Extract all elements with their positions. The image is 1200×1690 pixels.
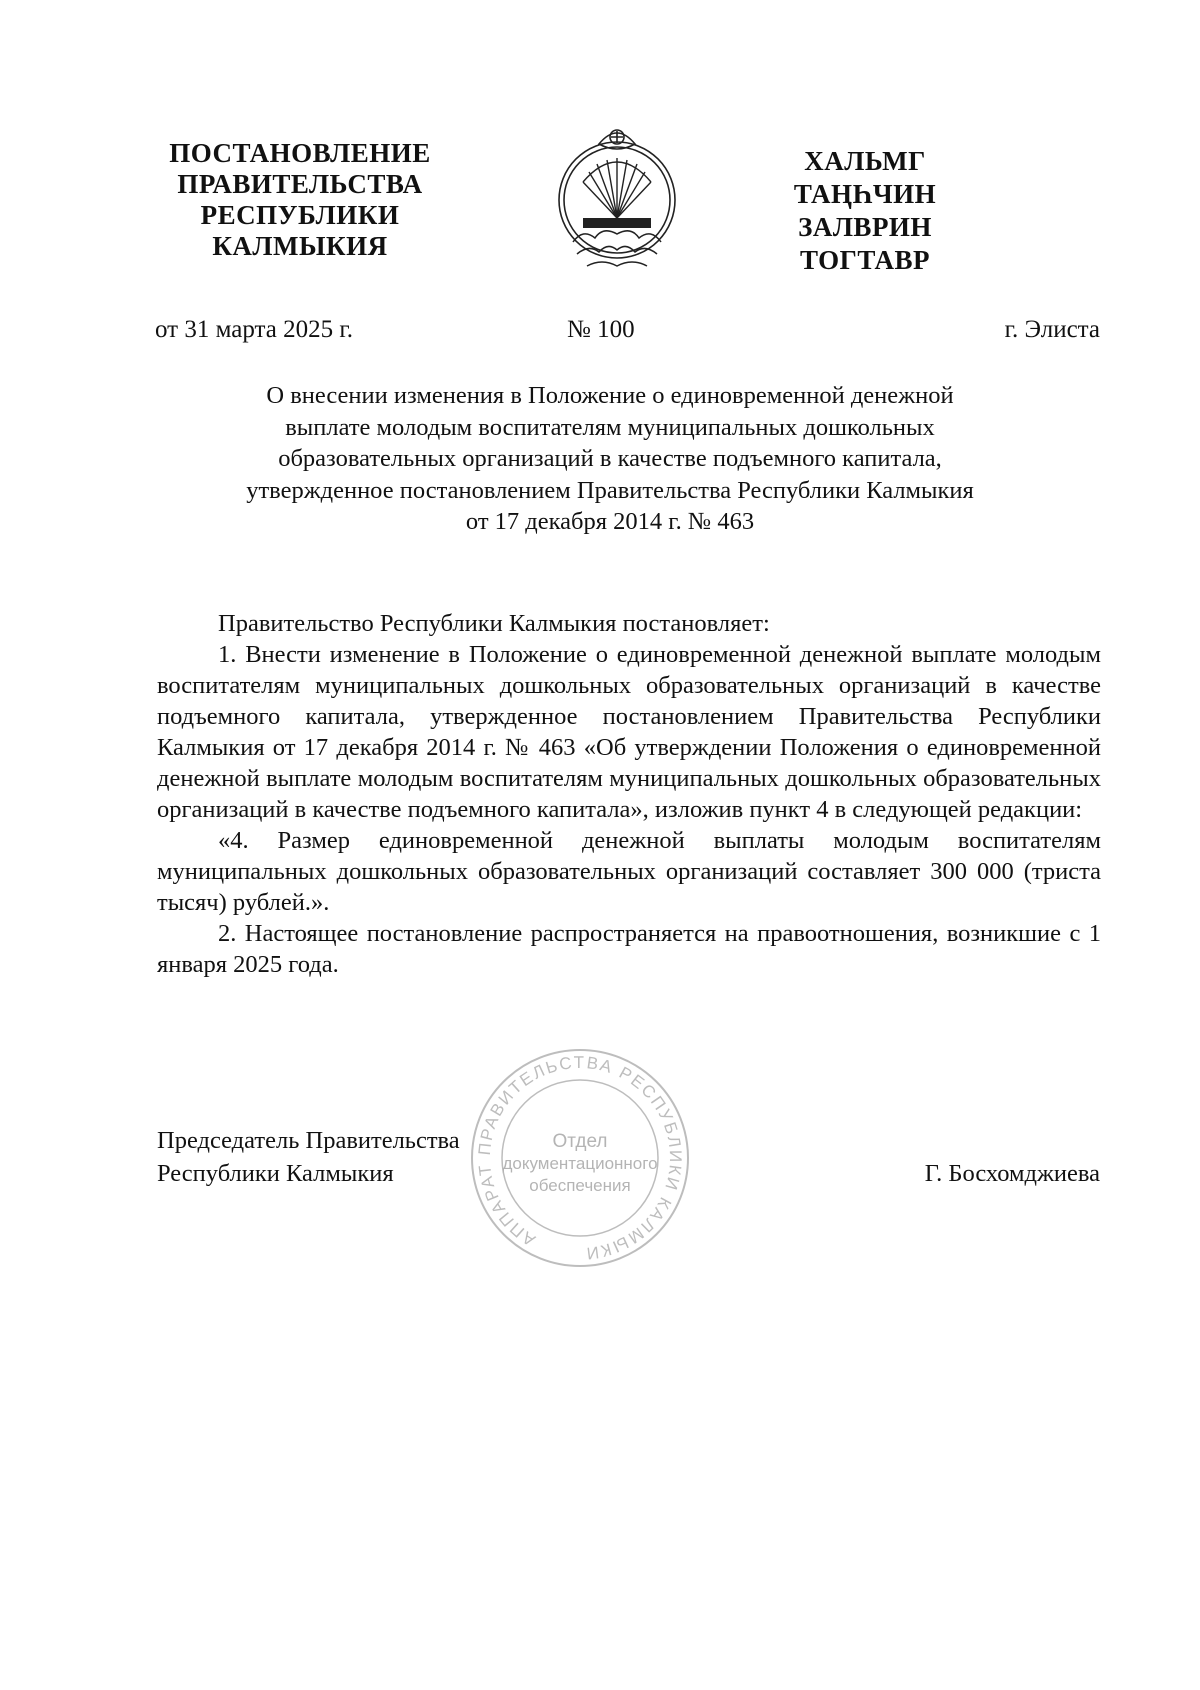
header-left-line: КАЛМЫКИЯ xyxy=(212,231,388,261)
header-right-line: ЗАЛВРИН xyxy=(798,212,932,242)
coat-of-arms-emblem xyxy=(553,122,681,274)
header-title-kalmyk xyxy=(770,145,960,277)
header-left-line: ПРАВИТЕЛЬСТВА xyxy=(177,169,423,199)
document-body xyxy=(157,608,1101,980)
official-stamp xyxy=(455,1048,705,1278)
signatory-name: Г. Босхомджиева xyxy=(924,1160,1100,1187)
header-title-russian xyxy=(150,138,450,262)
preamble: Правительство Республики Калмыкия постановляет: xyxy=(218,610,770,637)
header-right-line: ХАЛЬМГ xyxy=(804,146,926,176)
signatory-title xyxy=(157,1124,460,1190)
title-line: выплате молодым воспитателям муниципальных дошкольных xyxy=(285,413,935,441)
document-title xyxy=(180,380,1040,538)
document-city: г. Элиста xyxy=(1004,316,1100,343)
stamp-center-line: обеспечения xyxy=(529,1176,631,1195)
paragraph-quote: «4. Размер единовременной денежной выплаты молодым воспитателям муниципальных дошкольных образовательных организаций составляет 300 000 (триста тысяч) рублей.». xyxy=(157,827,1101,916)
document-date: от 31 марта 2025 г. xyxy=(155,316,354,343)
stamp-center-line: Отдел xyxy=(552,1131,608,1152)
document-number: № 100 xyxy=(567,316,635,343)
paragraph-1: 1. Внести изменение в Положение о единовременной денежной выплате молодым воспитателям муниципальных дошкольных образовательных организаций в качестве подъемного капитала, утвержденное постановлением Правительства Республики Калмыкия от 17 декабря 2014 г. № 463 «Об утверждении Положения о единовременной денежной выплате молодым воспитателям муниципальных дошкольных образовательных организаций в качестве подъемного капитала», изложив пункт 4 в следующей редакции: xyxy=(157,641,1101,823)
signatory-title-line: Председатель Правительства xyxy=(157,1127,460,1154)
title-line: от 17 декабря 2014 г. № 463 xyxy=(465,508,755,535)
paragraph-2: 2. Настоящее постановление распространяется на правоотношения, возникшие с 1 января 2025 года. xyxy=(157,920,1101,978)
stamp-ring-text: АППАРАТ ПРАВИТЕЛЬСТВА РЕСПУБЛИКИ КАЛМЫКИ xyxy=(474,1052,686,1264)
header-right-line: ТОГТАВР xyxy=(800,245,930,275)
title-line: образовательных организаций в качестве подъемного капитала, xyxy=(278,445,942,472)
header-left-line: ПОСТАНОВЛЕНИЕ xyxy=(169,138,431,168)
title-line: утвержденное постановлением Правительства Республики Калмыкия xyxy=(246,476,974,504)
title-line: О внесении изменения в Положение о единовременной денежной xyxy=(266,382,954,409)
header-left-line: РЕСПУБЛИКИ xyxy=(200,200,400,230)
signatory-title-line: Республики Калмыкия xyxy=(157,1160,394,1187)
header-right-line: ТАҢҺЧИН xyxy=(793,179,937,209)
stamp-center-line: документационного xyxy=(502,1154,658,1173)
